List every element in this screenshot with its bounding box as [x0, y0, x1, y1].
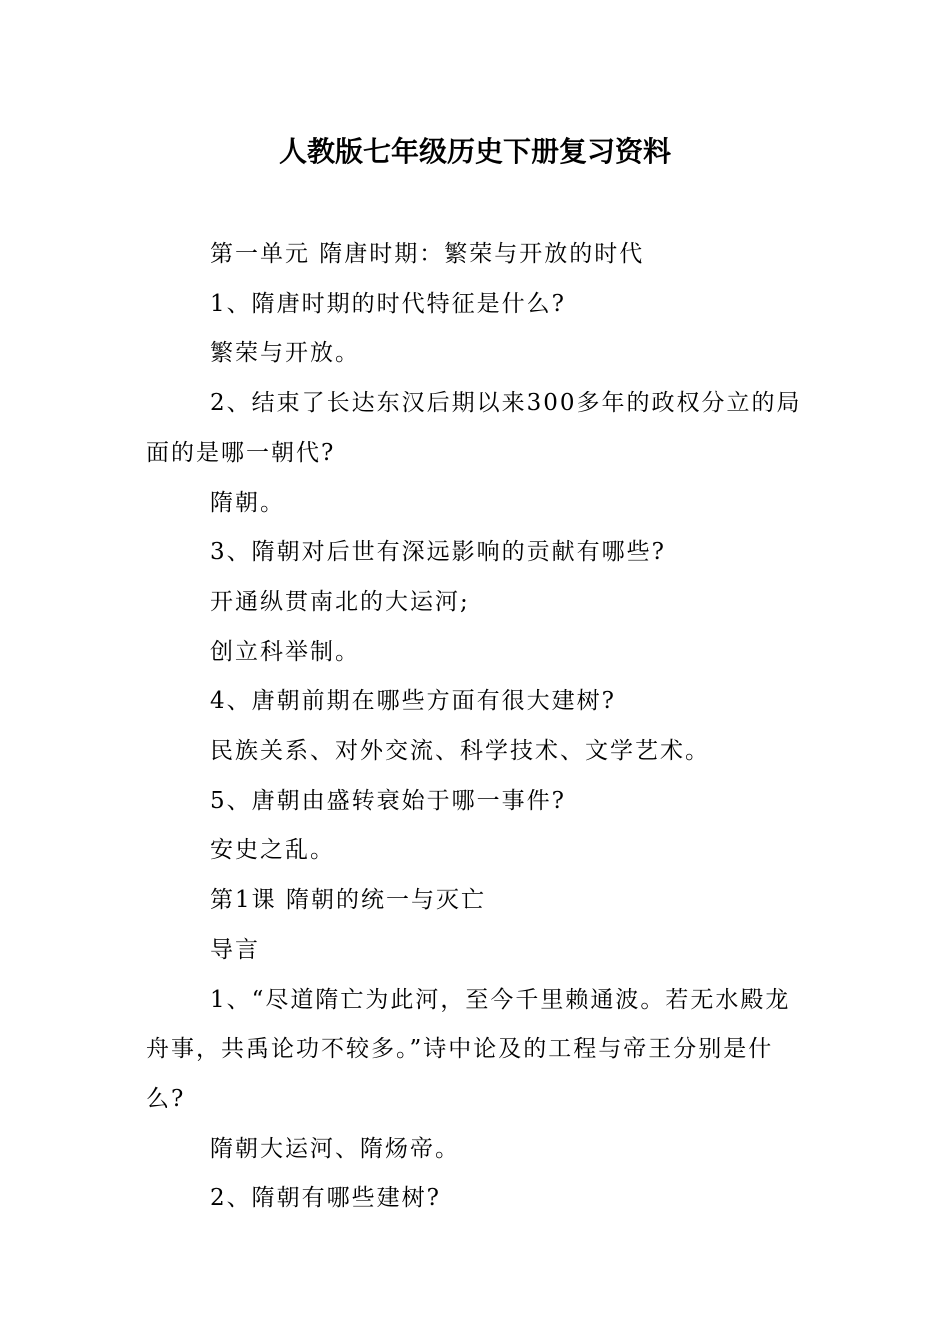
- paragraph-answer-5: 安史之乱。: [210, 837, 335, 864]
- paragraph-intro-question-2: 2、隋朝有哪些建树?: [210, 1185, 441, 1212]
- paragraph-intro-question-1: 1、“尽道隋亡为此河，至今千里赖通波。若无水殿龙舟事，共禹论功不较多。”诗中论及的工程与帝王分别是什么?: [146, 986, 791, 1112]
- document-body: [146, 230, 810, 1224]
- paragraph-question-2: 2、结束了长达东汉后期以来300多年的政权分立的局面的是哪一朝代?: [146, 390, 802, 466]
- paragraph-answer-1: 繁荣与开放。: [210, 340, 360, 367]
- paragraph-question-1: 1、隋唐时期的时代特征是什么?: [210, 290, 566, 317]
- paragraph-intro-heading: 导言: [210, 936, 260, 963]
- paragraph-intro-answer-1: 隋朝大运河、隋炀帝。: [210, 1135, 460, 1162]
- paragraph-answer-3a: 开通纵贯南北的大运河;: [210, 588, 470, 615]
- paragraph-answer-3b: 创立科举制。: [210, 638, 360, 665]
- paragraph-question-3: 3、隋朝对后世有深远影响的贡献有哪些?: [210, 539, 666, 566]
- document-title: 人教版七年级历史下册复习资料: [278, 135, 671, 168]
- paragraph-answer-2: 隋朝。: [210, 489, 285, 516]
- paragraph-answer-4: 民族关系、对外交流、科学技术、文学艺术。: [210, 738, 710, 765]
- paragraph-question-5: 5、唐朝由盛转衰始于哪一事件?: [210, 787, 566, 814]
- paragraph-question-4: 4、唐朝前期在哪些方面有很大建树?: [210, 688, 616, 715]
- paragraph-lesson-heading: 第1课 隋朝的统一与灭亡: [210, 887, 486, 914]
- paragraph-unit-heading: 第一单元 隋唐时期：繁荣与开放的时代: [210, 241, 645, 267]
